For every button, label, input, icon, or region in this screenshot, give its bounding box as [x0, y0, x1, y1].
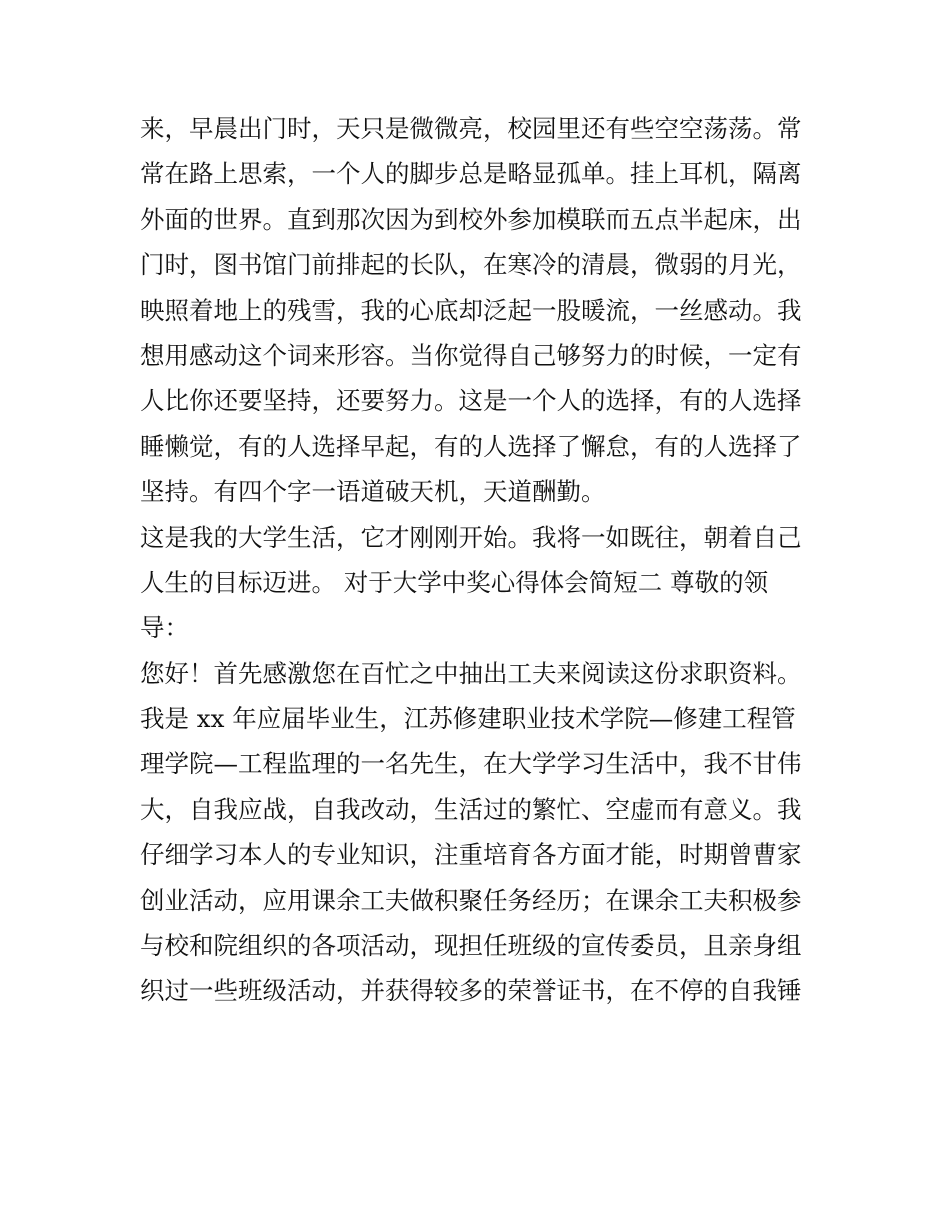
text-line: 来，早晨出门时，天只是微微亮，校园里还有些空空荡荡。常 [140, 114, 802, 143]
text-line: 与校和院组织的各项活动，现担任班级的宣传委员，且亲身组 [140, 931, 802, 961]
text-line: 人生的目标迈进。 对于大学中奖心得体会简短二 尊敬的领 [140, 567, 769, 597]
text-line: 想用感动这个词来形容。当你觉得自己够努力的时候，一定有 [140, 340, 802, 370]
text-line: 创业活动，应用课余工夫做积聚任务经历；在课余工夫积极参 [140, 885, 802, 915]
text-line: 外面的世界。直到那次因为到校外参加模联而五点半起床，出 [140, 204, 802, 234]
text-line: 仔细学习本人的专业知识，注重培育各方面才能，时期曾曹家 [140, 840, 802, 870]
text-line: 织过一些班级活动，并获得较多的荣誉证书，在不停的自我锤 [140, 976, 802, 1006]
text-line: 导： [140, 613, 189, 643]
text-line: 映照着地上的残雪，我的心底却泛起一股暖流，一丝感动。我 [140, 295, 802, 325]
body-text [140, 106, 820, 1014]
text-line: 门时，图书馆门前排起的长队，在寒冷的清晨，微弱的月光， [140, 250, 802, 280]
text-line: 理学院—工程监理的一名先生，在大学学习生活中，我不甘伟 [140, 749, 802, 779]
text-line: 这是我的大学生活，它才刚刚开始。我将一如既往，朝着自己 [140, 522, 802, 552]
text-line: 我是 xx 年应届毕业生，江苏修建职业技术学院—修建工程管 [140, 704, 796, 734]
text-line: 常在路上思索，一个人的脚步总是略显孤单。挂上耳机，隔离 [140, 159, 802, 189]
text-line: 大，自我应战，自我改动，生活过的繁忙、空虚而有意义。我 [140, 794, 802, 824]
text-line: 您好！首先感激您在百忙之中抽出工夫来阅读这份求职资料。 [140, 658, 802, 688]
text-line: 坚持。有四个字一语道破天机，天道酬勤。 [140, 477, 606, 507]
text-line: 人比你还要坚持，还要努力。这是一个人的选择，有的人选择 [140, 386, 802, 416]
text-line: 睡懒觉，有的人选择早起，有的人选择了懈怠，有的人选择了 [140, 431, 802, 461]
